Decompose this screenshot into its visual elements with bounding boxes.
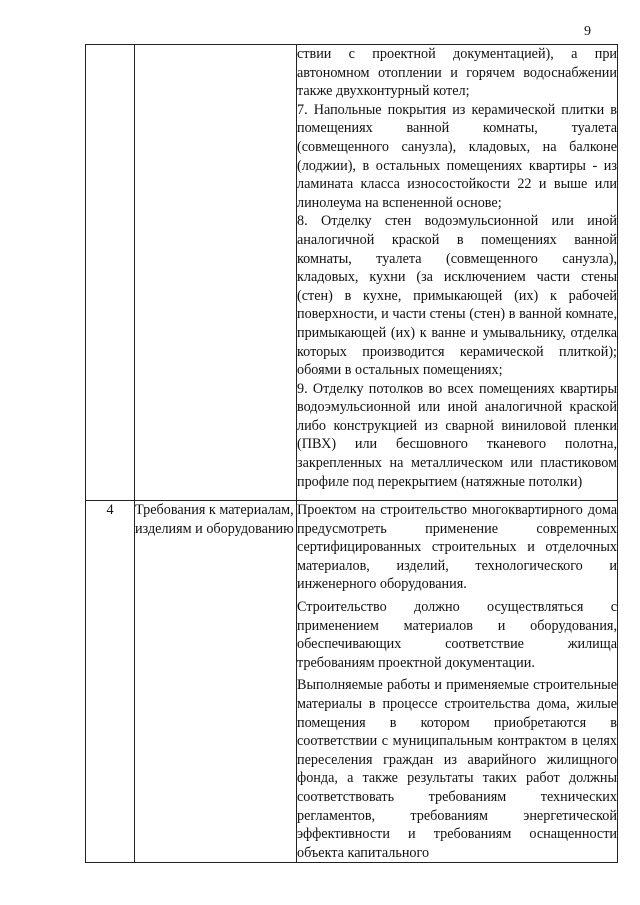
page-number: 9 — [584, 24, 591, 39]
content-paragraph: Выполняемые работы и применяемые строительные материалы в процессе строительства дома, жилые помещения в котором приобретаются в соответствии с муниципальным контрактом в целях переселения граждан из аварийного жилищного фонда, а также результаты таких работ должны соответствовать требованиям технических регламентов, требованиям энергетической эффективности и требованиям оснащенности объекта капитального — [297, 677, 617, 861]
requirement-cell — [135, 45, 297, 501]
table-row — [86, 45, 618, 501]
table-row — [86, 501, 618, 863]
content-paragraph: Проектом на строительство многоквартирного дома предусмотреть применение современных сертифицированных строительных и отделочных материалов, изделий, технологического и инженерного оборудования. — [297, 502, 617, 593]
content-paragraph: ствии с проектной документацией), а при автономном отоплении и горячем водоснабжении также двухконтурный котел; — [297, 46, 617, 100]
content-paragraph: 7. Напольные покрытия из керамической плитки в помещениях ванной комнаты, туалета (совмещенного санузла), кладовых, на балконе (лоджии), в остальных помещениях квартиры - из ламината класса износостойкости 22 и выше или линолеума на вспененной основе; — [297, 101, 617, 211]
content-cell — [297, 45, 618, 501]
content-paragraph: 9. Отделку потолков во всех помещениях квартиры водоэмульсионной или иной аналогичной краской либо конструкцией из сварной виниловой пленки (ПВХ) или бесшовного тканевого полотна, закрепленных на металлическом или пластиковом профиле под перекрытием (натяжные потолки) — [297, 380, 617, 490]
requirements-table — [85, 44, 618, 863]
row-number-cell — [86, 45, 135, 501]
row-number-cell: 4 — [86, 501, 135, 863]
content-paragraph: 8. Отделку стен водоэмульсионной или иной аналогичной краской в помещениях ванной комнаты, туалета (совмещенного санузла), кладовых, кухни (за исключением части стены (стен) в кухне, примыкающей (их) к рабочей поверхности, и части стены (стен) в ванной комнате, примыкающей (их) к ванне и умывальнику, отделка которых производится керамической плиткой); обоями в остальных помещениях; — [297, 213, 617, 379]
content-paragraph: Строительство должно осуществляться с применением материалов и оборудования, обеспечивающих соответствие жилища требованиям проектной документации. — [297, 598, 617, 671]
requirement-cell: Требования к материалам, изделиям и оборудованию — [135, 501, 297, 863]
content-cell — [297, 501, 618, 863]
